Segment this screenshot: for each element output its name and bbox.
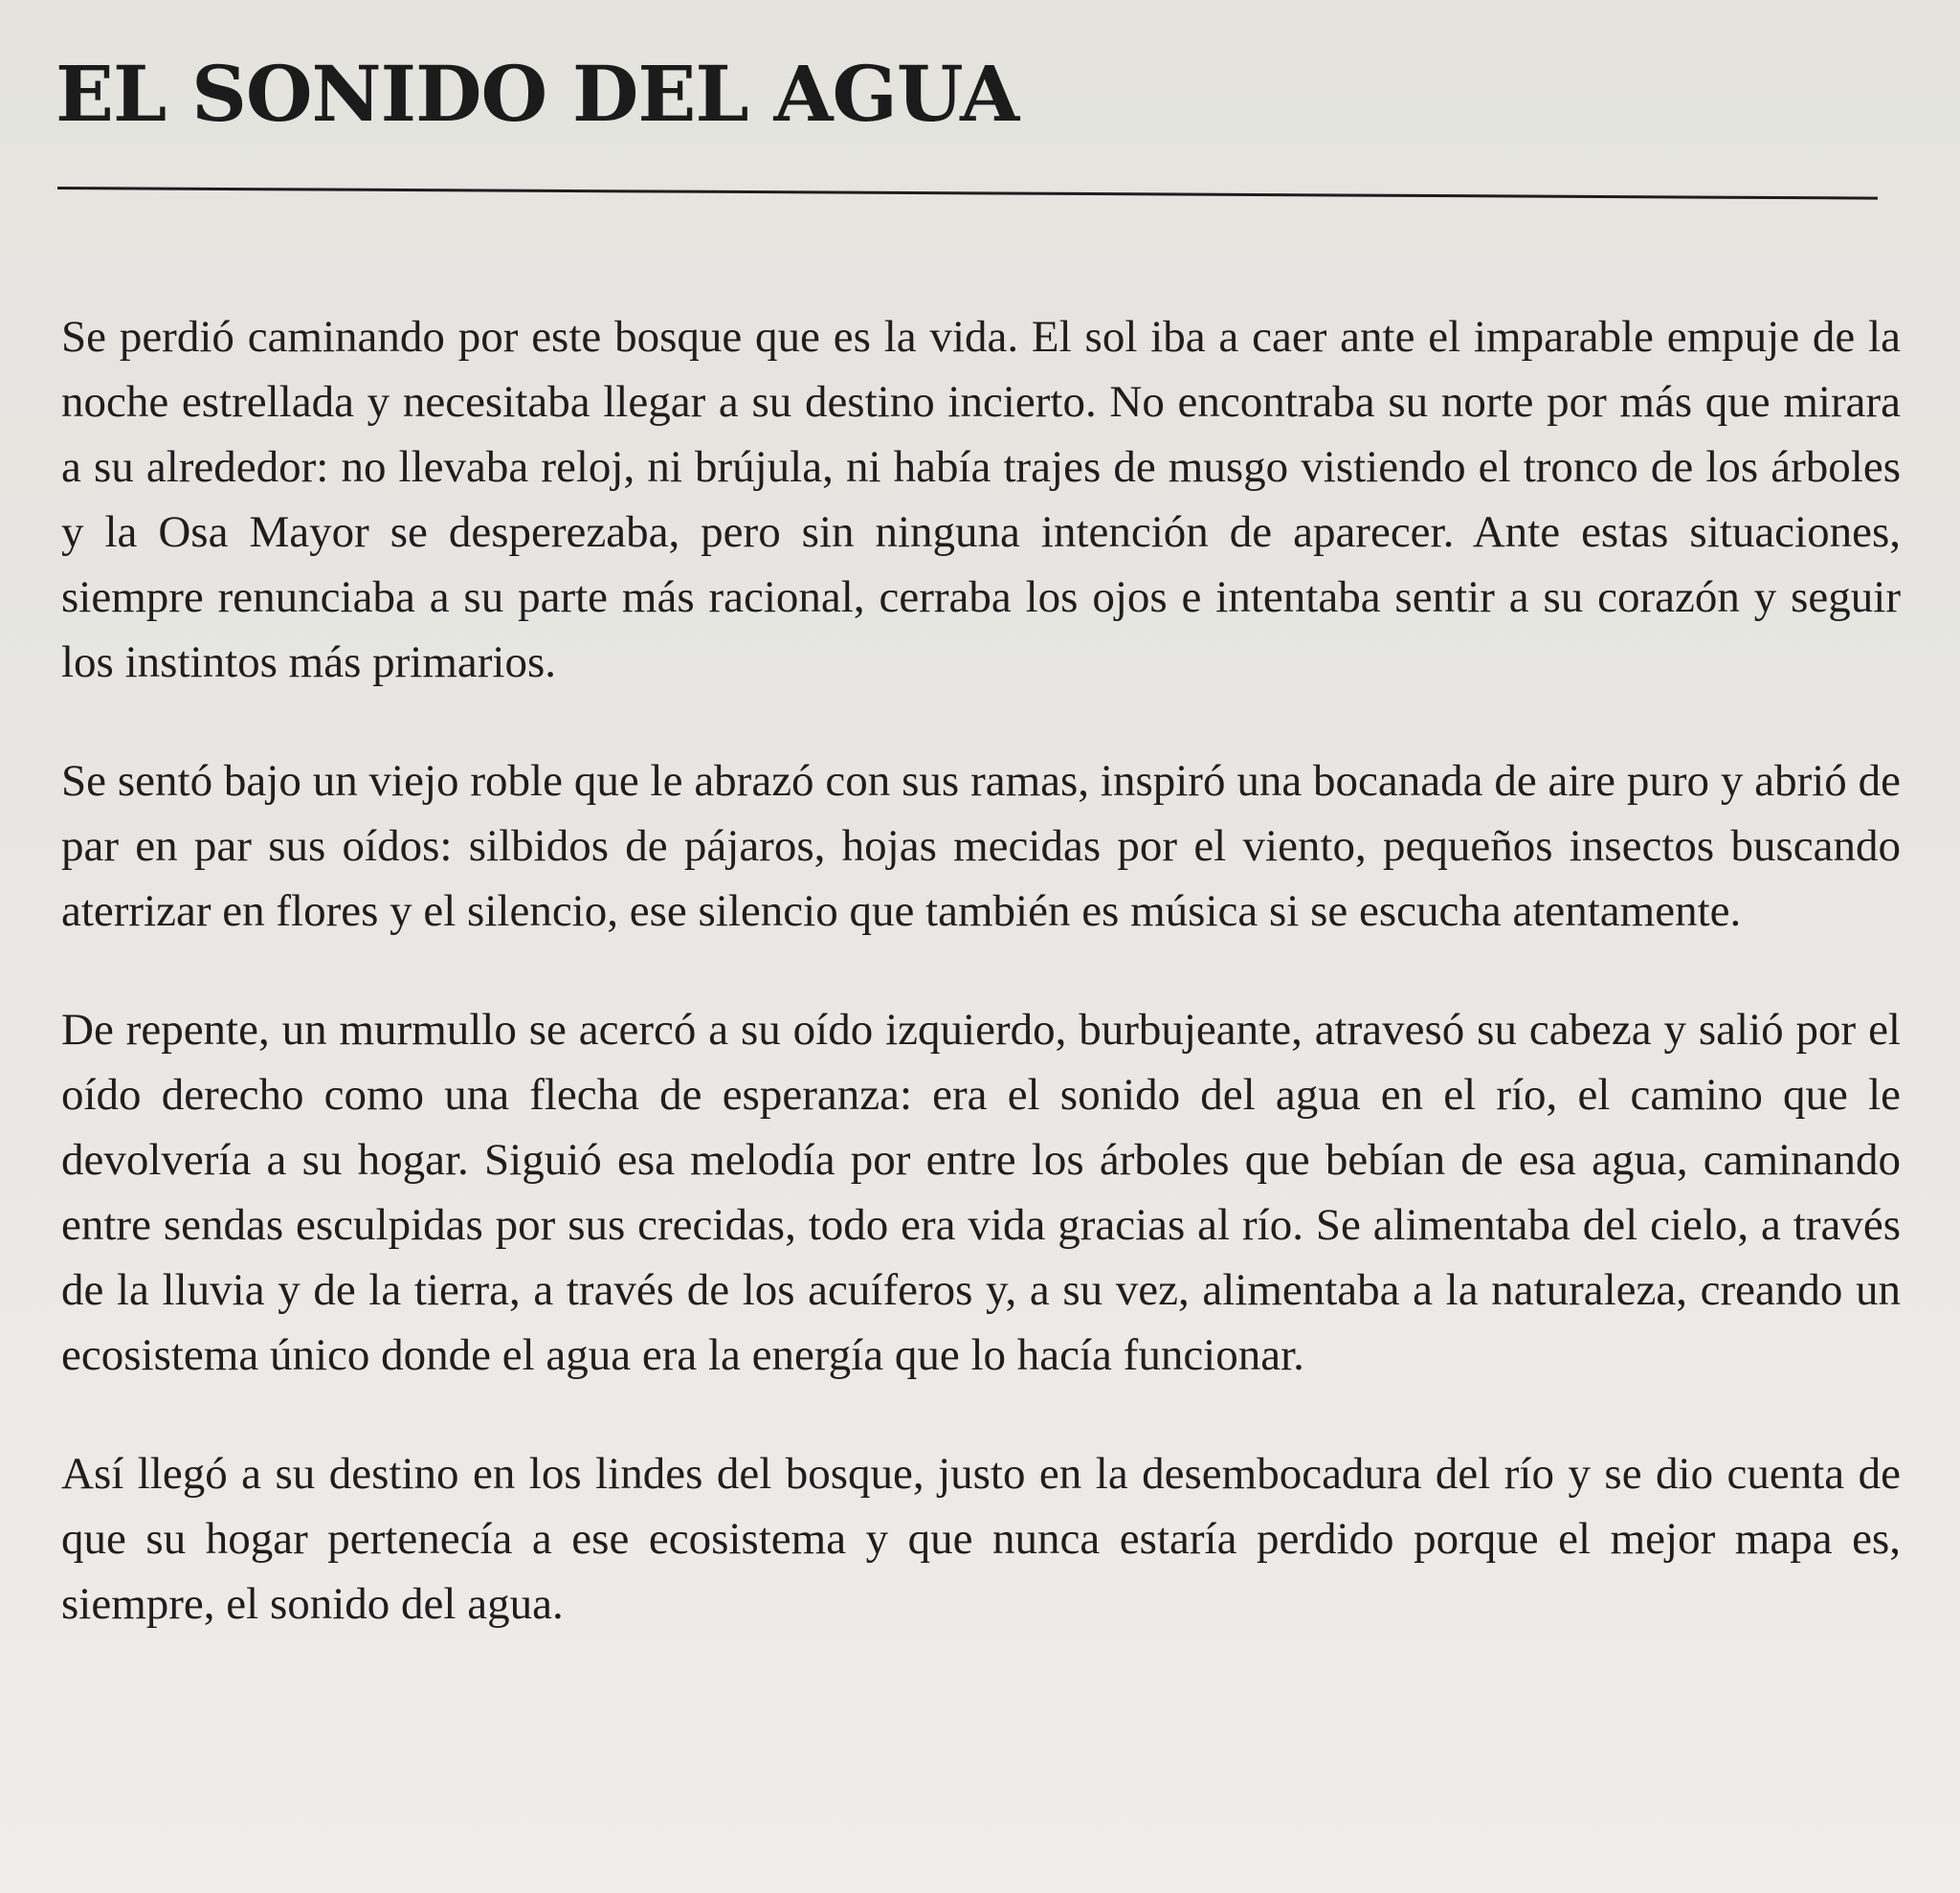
story-body <box>61 304 1901 1690</box>
paragraph-1: Se perdió caminando por este bosque que es la vida. El sol iba a caer ante el imparable empuje de la noche estrellada y necesitaba llegar a su destino incierto. No encontraba su norte por más que mirara a su alrededor: no llevaba reloj, ni brújula, ni había trajes de musgo vistiendo el tronco de los árboles y la Osa Mayor se desperezaba, pero sin ninguna intención de aparecer. Ante estas situaciones, siempre renunciaba a su parte más racional, cerraba los ojos e intentaba sentir a su corazón y seguir los instintos más primarios. <box>61 312 1901 687</box>
paragraph-2: Se sentó bajo un viejo roble que le abrazó con sus ramas, inspiró una bocanada de aire puro y abrió de par en par sus oídos: silbidos de pájaros, hojas mecidas por el viento, pequeños insectos buscando aterrizar en flores y el silencio, ese silencio que también es música si se escucha atentamente. <box>61 756 1901 936</box>
page-title: EL SONIDO DEL AGUA <box>56 49 1019 139</box>
paragraph-4: Así llegó a su destino en los lindes del bosque, justo en la desembocadura del río y se dio cuenta de que su hogar pertenecía a ese ecosistema y que nunca estaría perdido porque el mejor mapa es, siempre, el sonido del agua. <box>61 1449 1901 1629</box>
paragraph-3: De repente, un murmullo se acercó a su oído izquierdo, burbujeante, atravesó su cabeza y salió por el oído derecho como una flecha de esperanza: era el sonido del agua en el río, el camino que le devolvería a su hogar. Siguió esa melodía por entre los árboles que bebían de esa agua, caminando entre sendas esculpidas por sus crecidas, todo era vida gracias al río. Se alimentaba del cielo, a través de la lluvia y de la tierra, a través de los acuíferos y, a su vez, alimentaba a la naturaleza, creando un ecosistema único donde el agua era la energía que lo hacía funcionar. <box>61 1005 1901 1380</box>
title-divider <box>57 187 1878 200</box>
